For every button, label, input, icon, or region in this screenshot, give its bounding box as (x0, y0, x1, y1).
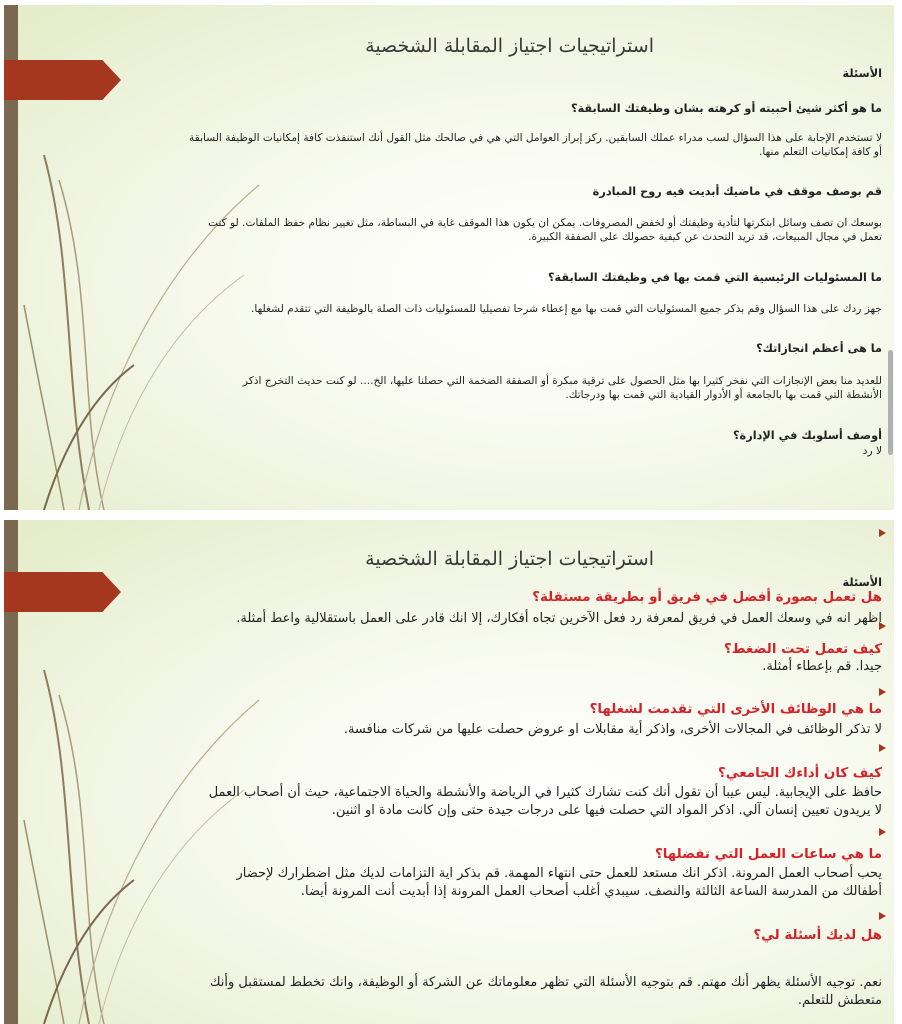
bullet-arrow-icon (879, 828, 886, 836)
slide-title: استراتيجيات اجتياز المقابلة الشخصية (365, 548, 654, 570)
answer-5-line-1: لا رد (862, 445, 882, 457)
question-2: كيف تعمل تحت الضغط؟ (723, 642, 882, 657)
bullet-arrow-icon (879, 744, 886, 752)
slide-1 (4, 5, 894, 510)
question-1: هل تعمل بصورة أفضل في فريق أو بطريقة مستقلة؟ (532, 590, 882, 605)
answer-5-line-2: أطفالك من المدرسة الساعة الثالثة والنصف. سيبدي أغلب أصحاب العمل المرونة إذا أبديت أنت المرونة أيضا. (300, 884, 882, 899)
answer-3-line-1: جهز ردك على هذا السؤال وقم بذكر جميع المسئوليات التي قمت بها مع إعطاء شرحا تفصيليا للمسئوليات ذات الصلة بالوظيفة التي تتقدم لشغلها. (251, 303, 882, 315)
answer-2-line-2: تعمل في مجال المبيعات، قد تريد التحدث عن كيفية حصولك على الصفقة الكبيرة. (528, 231, 882, 243)
answer-2-line-1: بوسعك ان تصف وسائل ابتكرتها لتأدية وظيفتك أو لخفض المصروفات. يمكن ان يكون هذا الموقف غاية في البساطة، مثل تغيير نظام حفظ الملفات. لو كنت (208, 217, 882, 229)
answer-1-line-1: لا تستخدم الإجابة على هذا السؤال لسب مدراء عملك السابقين. ركز إبراز العوامل التي هي في صالحك مثل القول أنك استنفذت كافة إمكانيات الوظيفة السابقة (189, 132, 882, 144)
question-3: ما هي الوظائف الأخرى التي تقدمت لشغلها؟ (589, 702, 882, 717)
question-2: قم بوصف موقف في ماضيك أبديت فيه روح المبادرة (592, 185, 882, 198)
answer-1-line-1: اظهر انه في وسعك العمل في فريق لمعرفة رد فعل الآخرين تجاه أفكارك، إلا انك قادر على العمل باستقلالية واعط أمثلة. (236, 611, 882, 626)
bullet-arrow-icon (879, 622, 886, 630)
answer-4-line-1: حافظ على الإيجابية. ليس عيبا أن تقول أنك كنت تشارك كثيرا في الرياضة والأنشطة والحياة الاجتماعية، حيث أن أصحاب العمل (208, 785, 882, 800)
answer-4-line-2: لا يريدون تعيين إنسان آلي. اذكر المواد التي حصلت فيها على درجات جيدة حتى وإن كانت مادة او اثنين. (331, 803, 882, 818)
question-5: أوصف أسلوبك في الإدارة؟ (732, 429, 882, 442)
scrollbar-thumb[interactable] (888, 350, 893, 455)
bullet-arrow-icon (879, 912, 886, 920)
answer-4-line-2: الأنشطة التي قمت بها بالجامعة أو الأدوار القيادية التي قمت بها ودرجاتك. (565, 389, 882, 401)
question-6: هل لديك أسئلة لي؟ (753, 928, 882, 943)
answer-2-line-1: جيدا. قم بإعطاء أمثلة. (762, 659, 882, 674)
slide-2 (4, 520, 894, 1024)
section-heading: الأسئلة (842, 576, 882, 589)
question-3: ما المسئوليات الرئيسية التي قمت بها في وظيفتك السابقة؟ (548, 271, 882, 284)
bullet-arrow-icon (879, 688, 886, 696)
answer-4-line-1: للعديد منا بعض الإنجازات التي نفخر كثيرا بها مثل الحصول على ترقية مبكرة أو الصفقة الضخمة التي حصلنا عليها، الخ.... لو كنت حديث التخرج اذكر (242, 375, 882, 387)
section-heading: الأسئلة (842, 67, 882, 80)
answer-1-line-2: أو كافة إمكانيات التعلم منها. (759, 146, 882, 158)
question-4: ما هى أعظم انجازاتك؟ (756, 342, 882, 355)
answer-5-line-1: يحب أصحاب العمل المرونة. اذكر انك مستعد للعمل حتى انتهاء المهمة. قم بذكر اية التزامات لديك مثل اضطرارك لإحضار (236, 866, 882, 881)
answer-6-line-1: نعم. توجيه الأسئلة يظهر أنك مهتم. قم بتوجيه الأسئلة التي تظهر معلوماتك عن الشركة أو الوظيفة، وانك تخطط لمستقبل وأنك (209, 975, 882, 990)
slide-title: استراتيجيات اجتياز المقابلة الشخصية (365, 35, 654, 57)
answer-6-line-2: متعطش للتعلم. (797, 993, 882, 1008)
question-1: ما هو أكثر شيئ أحببته أو كرهته بشان وظيفتك السابقة؟ (571, 102, 882, 115)
title-arrow-shape (4, 60, 121, 100)
question-4: كيف كان أداءك الجامعي؟ (717, 766, 882, 781)
answer-3-line-1: لا تذكر الوظائف في المجالات الأخرى، واذكر أية مقابلات او عروض حصلت عليها من شركات منافسة. (343, 722, 882, 737)
question-5: ما هي ساعات العمل التي تفضلها؟ (655, 847, 882, 862)
title-arrow-shape (4, 572, 121, 612)
bullet-arrow-icon (879, 529, 886, 537)
